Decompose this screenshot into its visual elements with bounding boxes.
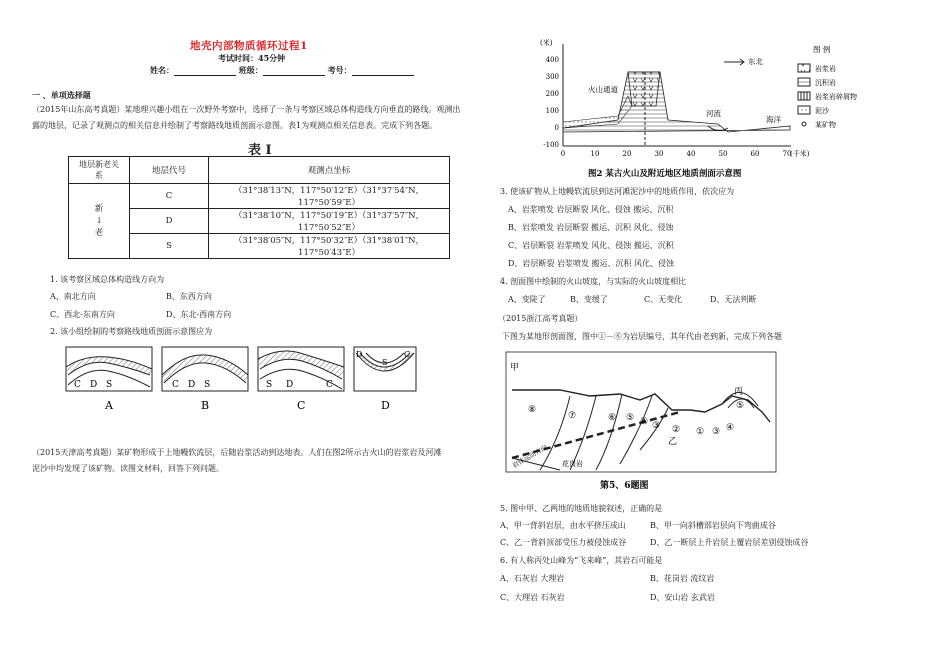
coords-cell: （31°38′13″N，117°50′12″E）（31°37′54″N，117°50′59″E） <box>209 184 450 209</box>
layer-number: ⑦ <box>568 411 577 421</box>
y-tick: 0 <box>554 124 559 132</box>
section3-source: （2015浙江高考真题） <box>498 314 583 323</box>
q4-option-c[interactable]: C、无变化 <box>644 295 683 304</box>
header-code: 地层代号 <box>130 157 209 184</box>
coords-cell: （31°38′10″N，117°50′19″E）（31°37′57″N，117°50′52″E） <box>209 209 450 234</box>
layer-label: C <box>326 380 333 390</box>
legend-item: 泥沙 <box>815 107 829 115</box>
layer-label: S <box>106 380 113 390</box>
q4-option-a[interactable]: A、变陡了 <box>508 295 546 304</box>
x-tick: 30 <box>654 150 664 158</box>
code-cell: D <box>130 209 209 234</box>
layer-number: ⑧ <box>528 405 537 415</box>
q6-option-a[interactable]: A、石灰岩 大理岩 <box>500 574 565 583</box>
order-new: 新 <box>94 204 104 214</box>
q2-sections-figure <box>64 345 419 417</box>
layer-number: ③ <box>712 427 721 437</box>
layer-number: ③ <box>652 421 661 431</box>
figure2-volcano-section <box>528 36 858 180</box>
q6-option-b[interactable]: B、花岗岩 流纹岩 <box>650 574 715 583</box>
q5-6-terrain-figure <box>500 350 780 492</box>
layer-label: C <box>74 380 81 390</box>
legend-item: 沉积岩 <box>815 79 836 87</box>
figure2-caption: 图2 某古火山及附近地区地质剖面示意图 <box>588 169 742 179</box>
id-field[interactable] <box>352 66 414 76</box>
table-caption: 表 I <box>248 143 272 158</box>
layer-number: ⑤ <box>626 413 635 423</box>
layer-label: D <box>356 350 363 359</box>
layer-number: ① <box>696 427 705 437</box>
code-cell: S <box>130 234 209 259</box>
q5-option-c[interactable]: C、乙一背斜顶部受压力被侵蚀成谷 <box>500 538 627 547</box>
class-field[interactable] <box>263 66 325 76</box>
label-fault-direction: 岩体运动方向 <box>511 443 549 470</box>
q4-stem: 4. 剖面图中绘制的火山坡度，与实际的火山坡度相比 <box>500 277 687 286</box>
observation-table <box>68 156 450 259</box>
layer-label: S <box>382 358 388 367</box>
q1-option-d[interactable]: D、东北-西南方向 <box>166 310 232 319</box>
layer-number: ⑥ <box>608 413 617 423</box>
header-coords: 观测点坐标 <box>209 157 450 184</box>
name-field[interactable] <box>174 66 236 76</box>
label-granite: 花岗岩 <box>562 460 583 468</box>
figure-caption: 第5、6题图 <box>600 481 649 491</box>
legend-item: 某矿物 <box>815 121 836 129</box>
name-label: 姓名： <box>150 65 174 75</box>
y-tick: 100 <box>545 107 559 115</box>
legend-swatch-magmatic <box>798 64 810 72</box>
label-northeast: 东北 <box>748 57 763 66</box>
table-header-row <box>69 157 450 184</box>
table-row <box>69 184 450 209</box>
layer-label: S <box>204 380 211 390</box>
q5-option-b[interactable]: B、甲一向斜槽部岩层向下弯曲成谷 <box>650 521 776 530</box>
layer-number: ⑤ <box>736 401 745 411</box>
y-unit: (米) <box>540 39 553 47</box>
layer-label: C <box>172 380 179 390</box>
option-label-b: B <box>201 399 210 412</box>
q3-stem: 3. 使该矿物从上地幔软流层到达河滩泥沙中的地质作用，依次应为 <box>500 187 735 196</box>
x-tick: 50 <box>718 150 728 158</box>
legend-swatch-silt <box>798 106 810 114</box>
legend-swatch-mineral <box>802 122 806 126</box>
section-heading: 一 、单项选择题 <box>32 90 91 100</box>
label-river: 河流 <box>706 109 721 118</box>
x-tick: 60 <box>750 150 760 158</box>
legend-title: 图 例 <box>813 45 831 54</box>
q2-stem: 2. 该小组绘制的考察路线地质剖面示意图应为 <box>50 327 213 336</box>
section3-intro: 下图为某地形剖面图，图中①－⑧为岩层编号，其年代由老到新，完成下列各题 <box>502 332 782 341</box>
q6-option-c[interactable]: C、大理岩 石灰岩 <box>500 593 565 602</box>
order-cell <box>69 184 130 259</box>
label-volcano-vent: 火山通道 <box>588 85 618 94</box>
y-tick: 400 <box>545 56 559 64</box>
q1-option-c[interactable]: C、西北-东南方向 <box>50 310 115 319</box>
y-tick: 200 <box>545 90 559 98</box>
x-tick: 40 <box>686 150 696 158</box>
section-sketch-b[interactable] <box>162 347 248 391</box>
exam-time: 考试时间：45分钟 <box>218 53 286 63</box>
y-tick: -100 <box>543 141 559 149</box>
class-label: 班级： <box>238 65 263 75</box>
y-tick: 300 <box>545 73 559 81</box>
intro2-line-1: （2015天津高考真题）某矿物形成于上地幔软流层，后随岩浆活动到达地表。人们在图2所示古火山的岩浆岩及河滩 <box>32 448 442 457</box>
layer-label: S <box>266 380 273 390</box>
option-label-a: A <box>105 399 113 412</box>
label-bing: 丙 <box>734 387 744 397</box>
layer-number: ② <box>672 425 681 435</box>
section-sketch-a[interactable] <box>66 347 152 391</box>
option-label-d: D <box>381 399 390 412</box>
x-tick: 70 <box>782 150 792 158</box>
id-label: 考号： <box>327 65 352 75</box>
x-unit: (千米) <box>790 150 810 158</box>
x-tick: 20 <box>622 150 632 158</box>
option-label-c: C <box>297 399 306 412</box>
student-info-line <box>150 65 414 76</box>
page-title: 地壳内部物质循环过程1 <box>190 40 308 52</box>
q4-option-d[interactable]: D、无法判断 <box>710 295 757 304</box>
layer-label: D <box>90 380 98 390</box>
order-old: 老 <box>94 228 104 238</box>
q5-stem: 5. 图中甲、乙两地的地质地貌叙述，正确的是 <box>500 504 663 513</box>
q5-option-a[interactable]: A、甲一背斜岩层，由水平挤压成山 <box>500 521 626 530</box>
q6-option-d[interactable]: D、安山岩 玄武岩 <box>650 593 715 602</box>
layer-number: ④ <box>640 417 649 427</box>
label-ocean: 海洋 <box>766 115 781 124</box>
order-arrow: ↓ <box>95 216 103 226</box>
legend-item: 岩浆岩 <box>815 65 836 73</box>
q1-stem: 1. 该考察区域总体构造线方向为 <box>50 275 165 284</box>
section-sketch-d[interactable] <box>354 347 416 391</box>
coords-cell: （31°38′05″N，117°50′32″E）（31°38′01″N，117°50′43″E） <box>209 234 450 259</box>
q6-stem: 6. 有人称丙处山峰为“飞来峰”，其岩石可能是 <box>500 556 663 565</box>
legend-swatch-sedimentary <box>798 78 810 86</box>
q3-option-d[interactable]: D、岩层断裂 岩浆喷发 搬运、沉积 风化、侵蚀 <box>508 259 675 268</box>
q3-option-a[interactable]: A、岩浆喷发 岩层断裂 风化、侵蚀 搬运、沉积 <box>508 205 674 214</box>
code-cell: C <box>130 184 209 209</box>
q3-option-b[interactable]: B、岩浆喷发 岩层断裂 搬运、沉积 风化、侵蚀 <box>508 223 674 232</box>
q1-option-b[interactable]: B、东西方向 <box>166 292 212 301</box>
layer-label: C <box>404 350 411 359</box>
header-order: 地层新老关系 <box>69 157 130 184</box>
layer-label: D <box>188 380 196 390</box>
intro-line-1: （2015年山东高考真题）某地理兴趣小组在一次野外考察中，选择了一条与考察区域总体构造线方向垂直的路线。观测出 <box>32 105 461 114</box>
intro-line-2: 露的地层，记录了观测点的相关信息并绘制了考察路线地质剖面示意图。表1为观测点相关信息表。完成下列各题。 <box>32 121 438 130</box>
label-jia: 甲 <box>510 363 520 373</box>
q3-option-c[interactable]: C、岩层断裂 岩浆喷发 风化、侵蚀 搬运、沉积 <box>508 241 674 250</box>
q5-option-d[interactable]: D、乙一断层上升岩层上覆岩层差别侵蚀成谷 <box>650 538 809 547</box>
layer-number: ④ <box>726 423 735 433</box>
q4-option-b[interactable]: B、变缓了 <box>570 295 608 304</box>
section-sketch-c[interactable] <box>258 347 344 391</box>
layer-label: D <box>286 380 294 390</box>
intro2-line-2: 泥沙中均发现了该矿物。读图文材料，回答下列问题。 <box>32 464 224 473</box>
q1-option-a[interactable]: A、南北方向 <box>50 292 96 301</box>
x-tick: 10 <box>590 150 600 158</box>
x-tick: 0 <box>560 150 566 158</box>
label-yi: 乙 <box>668 437 678 447</box>
legend-item: 岩浆岩碎屑物 <box>815 93 857 101</box>
